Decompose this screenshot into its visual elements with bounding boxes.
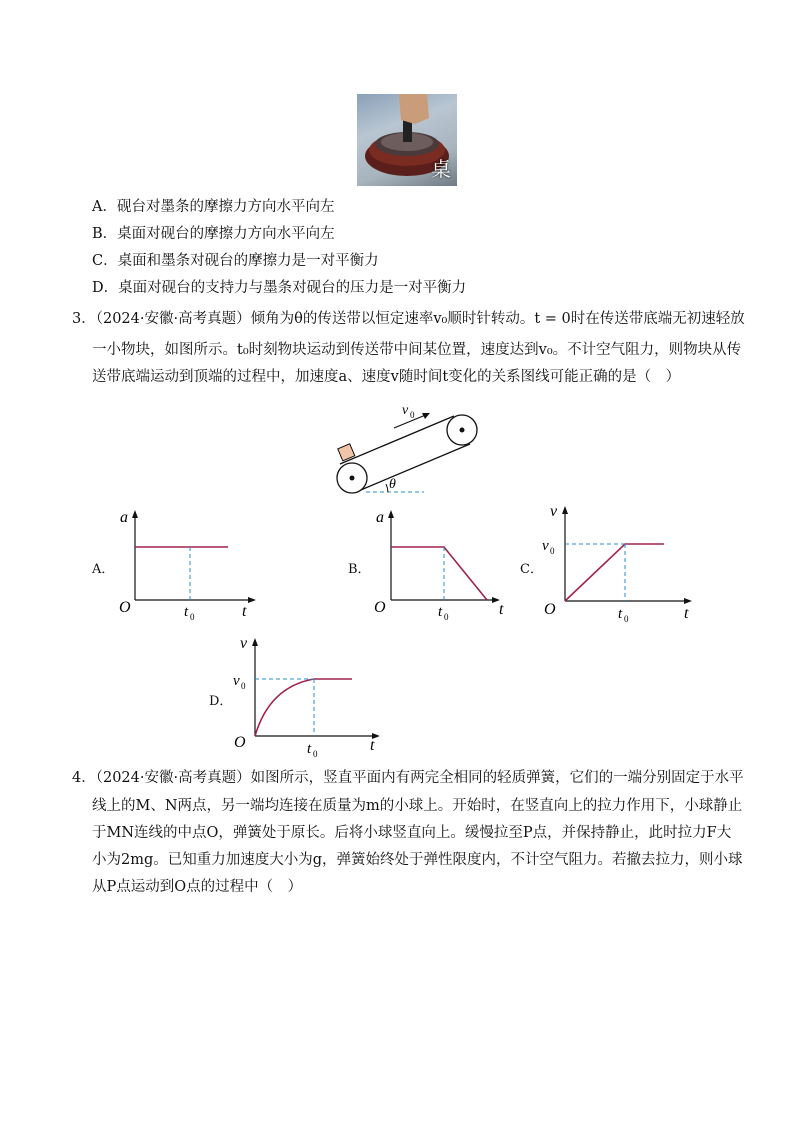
q4-line-1: 4．（2024·安徽·高考真题）如图所示，竖直平面内有两完全相同的轻质弹簧，它们的一端分别固定于水平 bbox=[72, 770, 744, 786]
graph-b-t0-sub: 0 bbox=[444, 612, 449, 622]
graph-c-t0: t bbox=[618, 606, 623, 622]
photo-label: 桌 bbox=[431, 157, 451, 181]
graph-b-option[interactable]: B． bbox=[348, 562, 371, 577]
graph-c-option[interactable]: C． bbox=[520, 562, 543, 577]
graph-d-x-label: t bbox=[370, 737, 375, 754]
q3-line-2: 一小物块，如图所示。t₀时刻物块运动到传送带中间某位置，速度达到v₀。不计空气阻力，则物块从传 bbox=[92, 342, 742, 358]
graph-d-y-label: v bbox=[240, 635, 248, 652]
q2-option-d: D．桌面对砚台的支持力与墨条对砚台的压力是一对平衡力 bbox=[92, 280, 467, 296]
q2-option-c: C．桌面和墨条对砚台的摩擦力是一对平衡力 bbox=[92, 253, 379, 269]
graph-d-t0-sub: 0 bbox=[313, 749, 318, 759]
q3-line-3: 送带底端运动到顶端的过程中，加速度a、速度v随时间t变化的关系图线可能正确的是（ ） bbox=[92, 369, 681, 385]
graph-c bbox=[540, 500, 700, 628]
graph-b-x-label: t bbox=[499, 601, 504, 618]
conveyor-belt-diagram bbox=[326, 398, 486, 498]
speed-label: v bbox=[402, 403, 409, 418]
graph-a-y-label: a bbox=[120, 509, 128, 526]
graph-b-origin: O bbox=[374, 599, 386, 616]
graph-c-x-label: t bbox=[684, 605, 689, 622]
graph-a-origin: O bbox=[119, 599, 131, 616]
graph-c-v0: v bbox=[542, 538, 549, 554]
graph-a-t0-sub: 0 bbox=[190, 612, 195, 622]
graph-c-y-label: v bbox=[550, 503, 558, 520]
graph-c-t0-sub: 0 bbox=[624, 614, 629, 624]
q4-line-5: 从P点运动到O点的过程中（ ） bbox=[92, 879, 303, 895]
angle-label: θ bbox=[389, 477, 396, 492]
inkstone-photo bbox=[357, 94, 457, 186]
q2-option-b: B．桌面对砚台的摩擦力方向水平向左 bbox=[92, 226, 335, 242]
speed-subscript: 0 bbox=[410, 410, 415, 420]
graph-d-option[interactable]: D． bbox=[209, 694, 233, 709]
q4-line-3: 于MN连线的中点O，弹簧处于原长。后将小球竖直向上。缓慢拉至P点，并保持静止，此时拉力F大 bbox=[92, 825, 732, 841]
graph-a-t0: t bbox=[184, 604, 189, 620]
q4-line-2: 线上的M、N两点，另一端均连接在质量为m的小球上。开始时，在竖直向上的拉力作用下，小球静止 bbox=[92, 798, 743, 814]
graph-c-origin: O bbox=[544, 601, 556, 618]
graph-c-v0-sub: 0 bbox=[550, 546, 555, 556]
q4-line-4: 小为2mg。已知重力加速度大小为g，弹簧始终处于弹性限度内，不计空气阻力。若撤去拉力，则小球 bbox=[92, 852, 743, 868]
graph-b-t0: t bbox=[438, 604, 443, 620]
graph-d-v0: v bbox=[233, 673, 240, 689]
graph-d-origin: O bbox=[234, 734, 246, 751]
graph-a-x-label: t bbox=[242, 603, 247, 620]
graph-a bbox=[112, 506, 262, 626]
q2-option-a: A．砚台对墨条的摩擦力方向水平向左 bbox=[92, 199, 335, 215]
graph-d bbox=[230, 632, 390, 760]
graph-d-v0-sub: 0 bbox=[241, 681, 246, 691]
graph-a-option[interactable]: A． bbox=[92, 562, 115, 577]
graph-b-y-label: a bbox=[376, 509, 384, 526]
q3-line-1: 3．（2024·安徽·高考真题）倾角为θ的传送带以恒定速率v₀顺时针转动。t = 0时在传送带底端无初速轻放 bbox=[72, 311, 745, 327]
graph-b bbox=[368, 506, 518, 626]
graph-d-t0: t bbox=[307, 741, 312, 757]
